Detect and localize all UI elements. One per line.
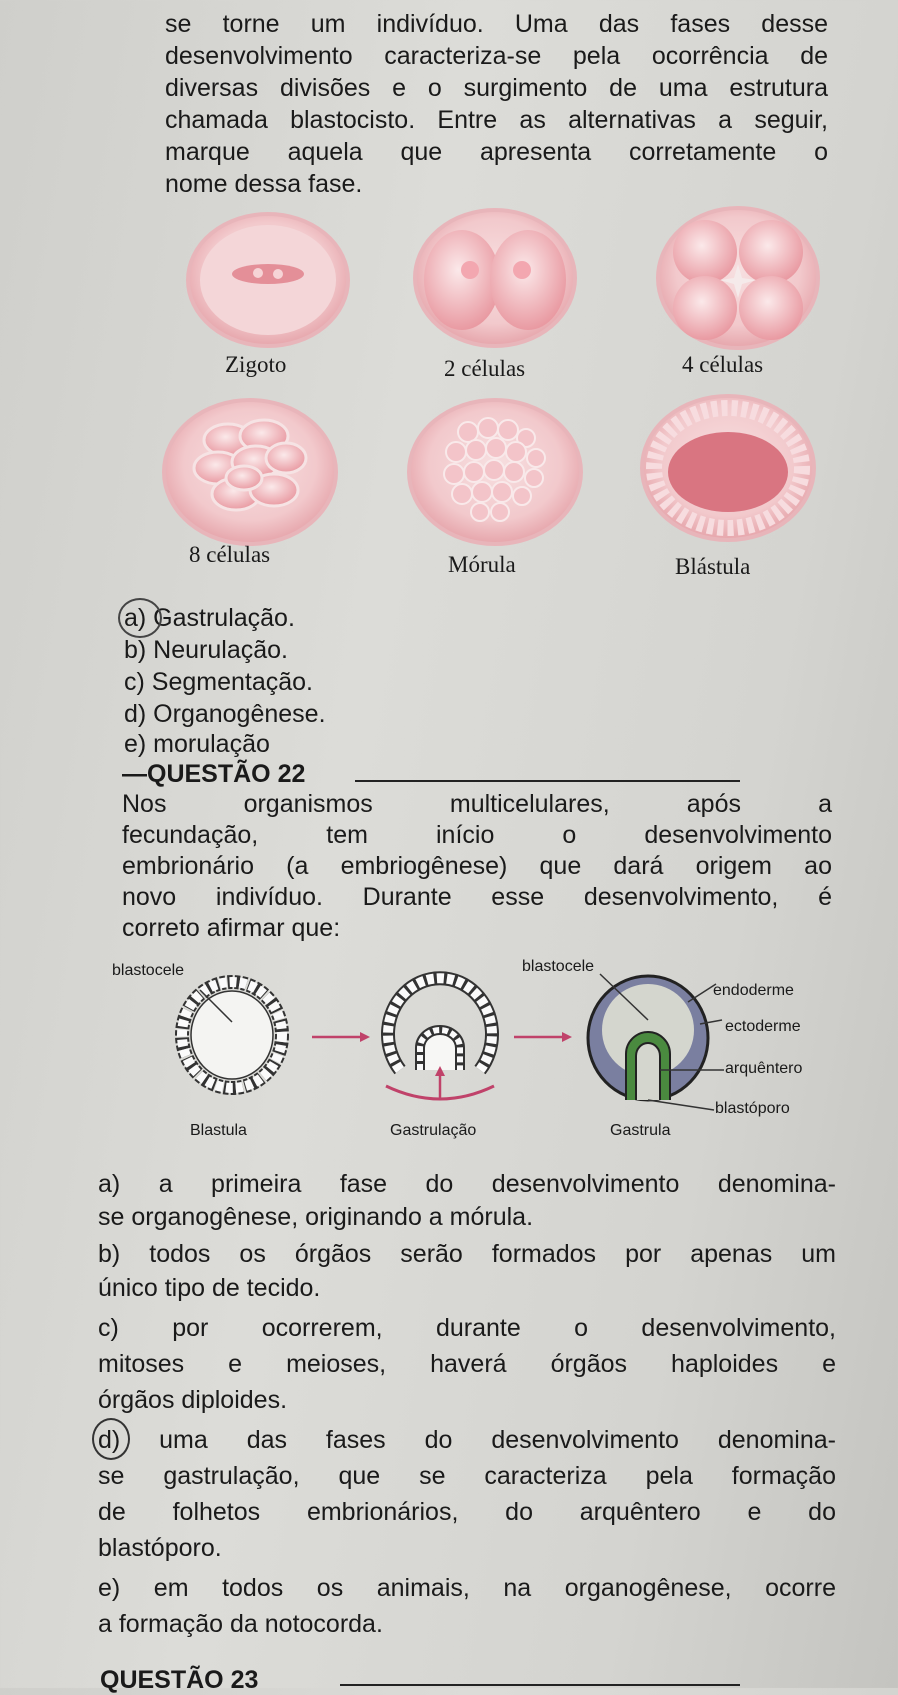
label-blastula-stage: Blastula <box>190 1122 247 1139</box>
label-gastrula-stage: Gastrula <box>610 1122 671 1139</box>
caption-morula: Mórula <box>448 552 516 577</box>
q22-option-d-line-2[interactable]: se gastrulação, que se caracteriza pela formação <box>98 1462 836 1490</box>
answer-mark <box>118 598 162 638</box>
q22-option-e-line-2[interactable]: a formação da notocorda. <box>98 1610 383 1638</box>
label-ectoderme: ectoderme <box>725 1018 801 1035</box>
label-gastrulacao-stage: Gastrulação <box>390 1122 477 1139</box>
intro-line-6: nome dessa fase. <box>165 170 363 198</box>
four-cells-illustration <box>658 208 818 348</box>
q22-stem-line-4: novo indivíduo. Durante esse desenvolvimento, é <box>122 883 832 911</box>
heading-rule-23 <box>340 1684 740 1686</box>
intro-line-2: desenvolvimento caracteriza-se pela ocorrência de <box>165 42 828 70</box>
q22-option-d-line-3[interactable]: de folhetos embrionários, do arquêntero e do <box>98 1498 836 1526</box>
q22-option-c-line-1[interactable]: c) por ocorrerem, durante o desenvolvimento, <box>98 1314 836 1342</box>
q21-option-a[interactable]: a) Gastrulação. <box>124 604 295 632</box>
q22-option-d-line-1[interactable]: d) uma das fases do desenvolvimento denomina- <box>98 1426 836 1454</box>
intro-line-5: marque aquela que apresenta corretamente o <box>165 138 828 166</box>
caption-8-cells: 8 células <box>189 542 271 567</box>
q21-option-c[interactable]: c) Segmentação. <box>124 668 313 696</box>
q22-stem-line-3: embrionário (a embriogênese) que dará origem ao <box>122 852 832 880</box>
q21-option-e[interactable]: e) morulação <box>124 730 270 758</box>
q22-option-c-line-3[interactable]: órgãos diploides. <box>98 1386 288 1414</box>
caption-2-cells: 2 células <box>444 356 526 381</box>
label-blastoporo: blastóporo <box>715 1100 790 1117</box>
caption-zigoto: Zigoto <box>225 352 287 377</box>
diagram-gastrulacao <box>386 978 494 1100</box>
diagram-gastrula <box>588 974 724 1110</box>
answer-mark-d <box>92 1418 130 1460</box>
question-23-heading: QUESTÃO 23 <box>100 1666 259 1694</box>
diagram-blastula <box>182 982 282 1088</box>
caption-4-cells: 4 células <box>682 352 764 377</box>
q22-option-a-line-1[interactable]: a) a primeira fase do desenvolvimento denomina- <box>98 1170 836 1198</box>
intro-line-3: diversas divisões e o surgimento de uma estrutura <box>165 74 828 102</box>
label-blastocele-left: blastocele <box>112 962 185 979</box>
zigoto-illustration <box>188 214 348 346</box>
q22-stem-line-5: correto afirmar que: <box>122 914 341 942</box>
eight-cells-illustration <box>164 400 336 544</box>
heading-rule <box>355 780 740 782</box>
intro-line-4: chamada blastocisto. Entre as alternativas a seguir, <box>165 106 828 134</box>
morula-illustration <box>409 400 581 544</box>
caption-blastula: Blástula <box>675 554 751 579</box>
q22-option-b-line-2[interactable]: único tipo de tecido. <box>98 1274 321 1302</box>
embryo-stages-figure <box>0 200 898 600</box>
blastula-illustration <box>642 396 814 540</box>
q22-option-e-line-1[interactable]: e) em todos os animais, na organogênese, ocorre <box>98 1574 836 1602</box>
q22-stem-line-1: Nos organismos multicelulares, após a <box>122 790 832 818</box>
q22-option-b-line-1[interactable]: b) todos os órgãos serão formados por apenas um <box>98 1240 836 1268</box>
q21-option-b[interactable]: b) Neurulação. <box>124 636 288 664</box>
label-arquentero: arquêntero <box>725 1060 803 1077</box>
q22-option-c-line-2[interactable]: mitoses e meioses, haverá órgãos haploides e <box>98 1350 836 1378</box>
label-endoderme: endoderme <box>713 982 794 999</box>
q22-option-a-line-2[interactable]: se organogênese, originando a mórula. <box>98 1203 534 1231</box>
question-22-heading: —QUESTÃO 22 <box>122 760 306 788</box>
gastrulation-diagram <box>0 950 898 1150</box>
label-blastocele-right: blastocele <box>522 958 595 975</box>
two-cells-illustration <box>415 210 575 346</box>
q22-option-d-line-4[interactable]: blastóporo. <box>98 1534 222 1562</box>
q21-option-d[interactable]: d) Organogênese. <box>124 700 326 728</box>
intro-line-1: se torne um indivíduo. Uma das fases desse <box>165 10 828 38</box>
q22-stem-line-2: fecundação, tem início o desenvolvimento <box>122 821 832 849</box>
